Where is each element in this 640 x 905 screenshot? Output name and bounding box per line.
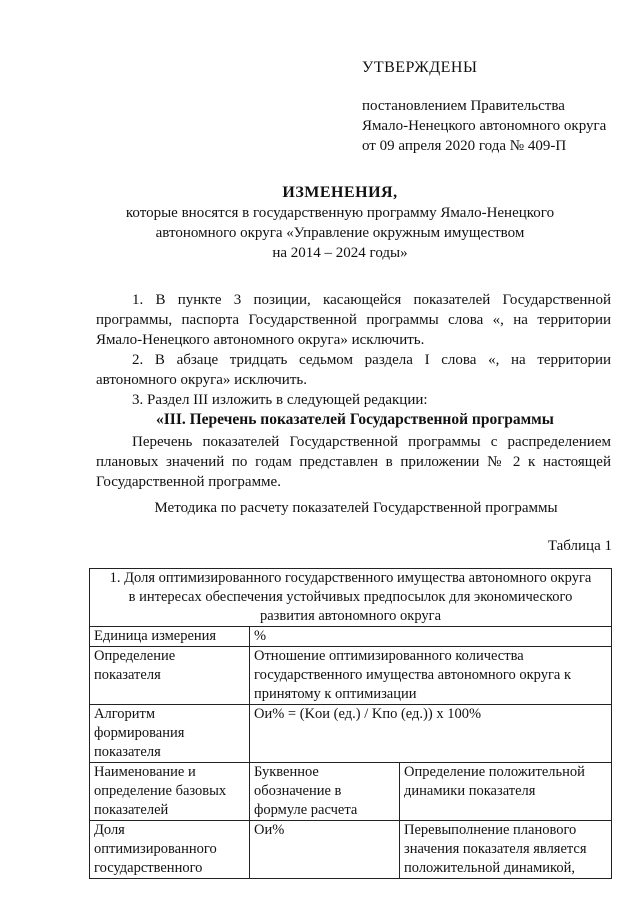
intro-paragraph: [96, 432, 611, 492]
title-line: на 2014 – 2024 годы»: [272, 245, 408, 261]
title-line: которые вносятся в государственную программу Ямало-Ненецкого: [125, 205, 555, 221]
algorithm-label: Алгоритм формирования показателя: [90, 705, 250, 763]
item-3: 3. Раздел III изложить в следующей редакции:: [132, 392, 428, 408]
item-1-line: 1. В пункте 3 позиции, касающейся показателей Государственной: [132, 292, 611, 308]
title-main: ИЗМЕНЕНИЯ,: [282, 184, 398, 201]
approval-line: от 09 апреля 2020 года № 409-П: [362, 138, 567, 154]
item-2-line: 2. В абзаце тридцать седьмом раздела I слова «, на территории: [132, 352, 611, 368]
item-2-line: автономного округа» исключить.: [96, 372, 307, 388]
methodology-title: Методика по расчету показателей Государственной программы: [154, 500, 558, 516]
intro-line: плановых значений по годам представлен в приложении № 2 к настоящей: [96, 454, 611, 470]
unit-label: Единица измерения: [90, 627, 250, 647]
row-name: Доля оптимизированного государственного: [90, 821, 250, 879]
table-row: [90, 627, 612, 647]
table-row: [90, 569, 612, 627]
row-symbol: Oи%: [250, 821, 400, 879]
item-1-line: программы, паспорта Государственной программы слова «, на территории: [96, 312, 611, 328]
approval-block: [362, 58, 606, 156]
definition-value: Отношение оптимизированного количества государственного имущества автономного округа к принятому к оптимизации: [250, 647, 612, 705]
approval-line: Ямало-Ненецкого автономного округа: [362, 118, 607, 134]
title-line: автономного округа «Управление окружным имуществом: [155, 225, 525, 241]
row-dynamics: Перевыполнение планового значения показателя является положительной динамикой,: [400, 821, 612, 879]
methodology-table: [89, 568, 612, 879]
definition-label: Определение показателя: [90, 647, 250, 705]
unit-value: %: [250, 627, 612, 647]
table-row: [90, 821, 612, 879]
table-row: [90, 647, 612, 705]
table-header-cell: 1. Доля оптимизированного государственного имущества автономного округа в интересах обеспечения устойчивых предпосылок для экономического развития автономного округа: [90, 569, 612, 627]
item-2: [96, 350, 611, 390]
table-label: Таблица 1: [547, 538, 612, 554]
table-row: [90, 705, 612, 763]
document-title: [80, 183, 600, 263]
col-header-symbol: Буквенное обозначение в формуле расчета: [250, 763, 400, 821]
intro-line: Государственной программе.: [96, 474, 281, 490]
table-row: [90, 763, 612, 821]
section-heading: «III. Перечень показателей Государственной программы: [156, 411, 554, 428]
intro-line: Перечень показателей Государственной программы с распределением: [132, 434, 611, 450]
item-1: [96, 290, 611, 350]
algorithm-formula: Oи% = (Kои (ед.) / Kпо (ед.)) x 100%: [250, 705, 612, 763]
approval-heading: УТВЕРЖДЕНЫ: [362, 59, 478, 76]
col-header-dynamics: Определение положительной динамики показателя: [400, 763, 612, 821]
approval-line: постановлением Правительства: [362, 98, 565, 114]
item-1-line: Ямало-Ненецкого автономного округа» исключить.: [96, 332, 425, 348]
col-header-name: Наименование и определение базовых показателей: [90, 763, 250, 821]
